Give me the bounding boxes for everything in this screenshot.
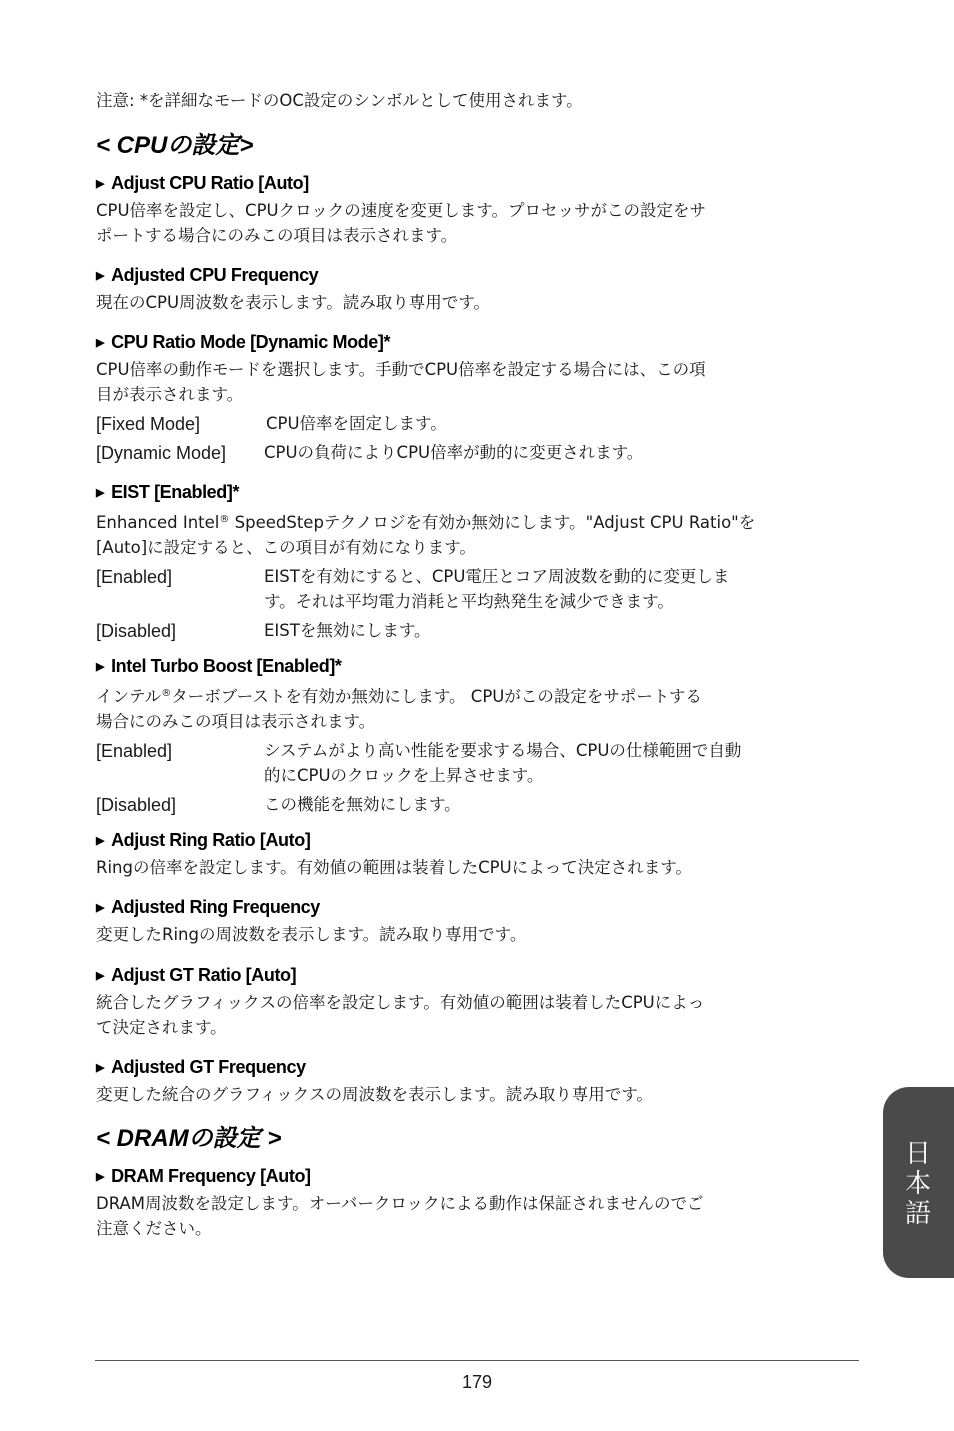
option-row xyxy=(96,793,860,818)
triangle-bullet-icon: ▶ xyxy=(96,487,105,499)
triangle-bullet-icon: ▶ xyxy=(96,970,105,982)
option-line: EISTを無効にします。 xyxy=(264,621,431,640)
option-value xyxy=(264,739,741,788)
item-description xyxy=(96,358,860,407)
description-line: 変更したRingの周波数を表示します。読み取り専用です。 xyxy=(96,925,527,944)
option-row xyxy=(96,619,860,644)
triangle-bullet-icon: ▶ xyxy=(96,1171,105,1183)
description-line: 注意ください。 xyxy=(96,1218,212,1238)
description-line: CPU倍率の動作モードを選択します。手動でCPU倍率を設定する場合には、この項 xyxy=(96,360,706,379)
dram-section-title: < DRAMの設定 > xyxy=(96,1125,282,1152)
description-line: 変更した統合のグラフィックスの周波数を表示します。読み取り専用です。 xyxy=(96,1085,653,1104)
item-title: EIST [Enabled]* xyxy=(111,482,240,502)
item-description xyxy=(96,291,860,316)
item-adjust-ring-ratio xyxy=(96,828,860,881)
option-key: [Disabled] xyxy=(96,795,177,815)
language-char: 語 xyxy=(904,1199,931,1229)
item-adjusted-cpu-frequency xyxy=(96,263,860,316)
description-line: 目が表示されます。 xyxy=(96,384,244,404)
item-description xyxy=(96,1083,860,1108)
description-line: ポートする場合にのみこの項目は表示されます。 xyxy=(96,225,458,245)
option-line: 的にCPUのクロックを上昇させます。 xyxy=(264,765,544,785)
language-tab-label xyxy=(883,1139,953,1229)
triangle-bullet-icon: ▶ xyxy=(96,178,105,190)
option-value xyxy=(264,619,431,644)
description-line: 現在のCPU周波数を表示します。読み取り専用です。 xyxy=(96,293,490,312)
language-char: 日 xyxy=(904,1139,931,1169)
registered-mark: ® xyxy=(219,514,230,525)
item-eist xyxy=(96,480,860,644)
item-title: Adjusted CPU Frequency xyxy=(111,265,319,285)
item-description xyxy=(96,682,860,734)
option-value xyxy=(264,441,643,466)
option-key: [Fixed Mode] xyxy=(96,414,201,434)
item-adjusted-ring-frequency xyxy=(96,895,860,948)
page-number: 179 xyxy=(461,1372,493,1392)
triangle-bullet-icon: ▶ xyxy=(96,902,105,914)
option-line: CPU倍率を固定します。 xyxy=(266,414,447,433)
item-title: Intel Turbo Boost [Enabled]* xyxy=(111,656,342,676)
option-line: す。それは平均電力消耗と平均熱発生を減少できます。 xyxy=(264,591,674,611)
triangle-bullet-icon: ▶ xyxy=(96,270,105,282)
option-key: [Enabled] xyxy=(96,567,173,587)
description-text: SpeedStepテクノロジを有効か無効にします。"Adjust CPU Ratio"を xyxy=(229,513,756,532)
item-title: DRAM Frequency [Auto] xyxy=(111,1166,311,1186)
triangle-bullet-icon: ▶ xyxy=(96,1062,105,1074)
item-description xyxy=(96,991,860,1040)
option-value xyxy=(266,412,447,437)
item-title: Adjusted Ring Frequency xyxy=(111,897,320,917)
note-text: 注意: *を詳細なモードのOC設定のシンボルとして使用されます。 xyxy=(96,91,583,110)
item-intel-turbo-boost xyxy=(96,654,860,818)
footer-rule xyxy=(95,1360,859,1361)
item-adjust-gt-ratio xyxy=(96,963,860,1040)
item-title: Adjusted GT Frequency xyxy=(111,1057,306,1077)
item-description xyxy=(96,923,860,948)
item-description xyxy=(96,1192,860,1241)
option-line: システムがより高い性能を要求する場合、CPUの仕様範囲で自動 xyxy=(264,741,742,760)
description-line xyxy=(96,682,860,710)
language-char: 本 xyxy=(904,1169,931,1199)
option-key: [Dynamic Mode] xyxy=(96,442,227,463)
option-row xyxy=(96,739,860,788)
option-row xyxy=(96,412,860,437)
option-key: [Enabled] xyxy=(96,741,173,761)
option-line: この機能を無効にします。 xyxy=(264,795,461,814)
item-title: Adjust Ring Ratio [Auto] xyxy=(111,830,311,850)
item-cpu-ratio-mode xyxy=(96,330,860,465)
registered-mark: ® xyxy=(161,688,172,699)
item-description xyxy=(96,856,860,881)
option-row xyxy=(96,565,860,614)
item-dram-frequency xyxy=(96,1164,860,1241)
item-description xyxy=(96,508,860,560)
description-line: 統合したグラフィックスの倍率を設定します。有効値の範囲は装着したCPUによっ xyxy=(96,993,705,1012)
option-row xyxy=(96,441,860,466)
description-text: ターボブーストを有効か無効にします。 CPUがこの設定をサポートする xyxy=(171,687,702,706)
description-text: インテル xyxy=(96,687,162,706)
item-adjusted-gt-frequency xyxy=(96,1055,860,1108)
item-adjust-cpu-ratio xyxy=(96,171,860,248)
language-tab xyxy=(883,1087,954,1278)
item-description xyxy=(96,199,860,248)
description-line: [Auto]に設定すると、この項目が有効になります。 xyxy=(96,537,476,557)
option-value xyxy=(264,793,461,818)
item-title: Adjust CPU Ratio [Auto] xyxy=(111,173,309,193)
option-line: EISTを有効にすると、CPU電圧とコア周波数を動的に変更しま xyxy=(264,567,730,586)
description-line: 場合にのみこの項目は表示されます。 xyxy=(96,711,376,731)
triangle-bullet-icon: ▶ xyxy=(96,661,105,673)
option-value xyxy=(264,565,729,614)
description-text: Enhanced Intel xyxy=(96,513,220,532)
triangle-bullet-icon: ▶ xyxy=(96,835,105,847)
option-line: CPUの負荷によりCPU倍率が動的に変更されます。 xyxy=(264,442,644,462)
description-line: CPU倍率を設定し、CPUクロックの速度を変更します。プロセッサがこの設定をサ xyxy=(96,201,706,220)
cpu-section-title: < CPUの設定> xyxy=(96,132,254,159)
description-line: DRAM周波数を設定します。オーバークロックによる動作は保証されませんのでご xyxy=(96,1194,704,1213)
description-line xyxy=(96,508,860,536)
item-title: CPU Ratio Mode [Dynamic Mode]* xyxy=(111,332,391,352)
description-line: Ringの倍率を設定します。有効値の範囲は装着したCPUによって決定されます。 xyxy=(96,858,692,877)
option-key: [Disabled] xyxy=(96,621,177,641)
description-line: て決定されます。 xyxy=(96,1017,227,1037)
item-title: Adjust GT Ratio [Auto] xyxy=(111,965,297,985)
triangle-bullet-icon: ▶ xyxy=(96,337,105,349)
